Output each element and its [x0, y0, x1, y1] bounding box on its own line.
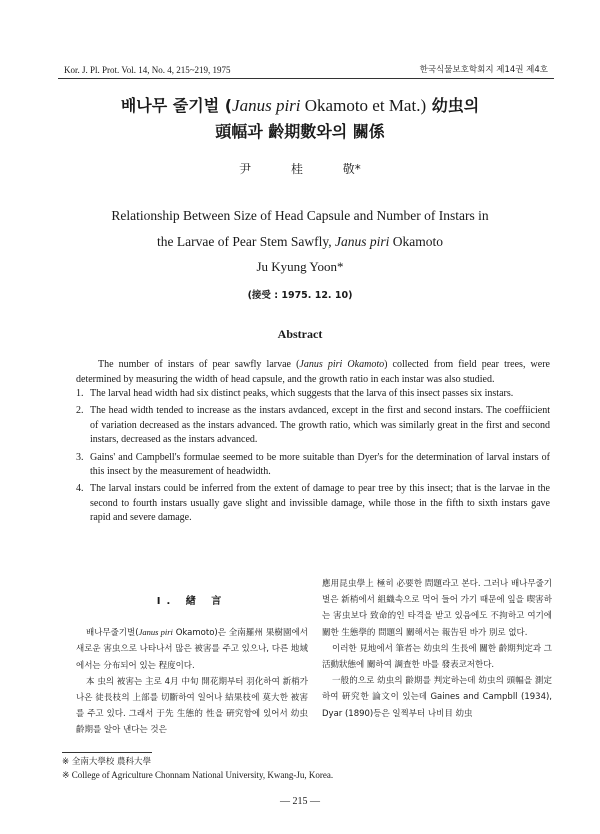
species-name: Janus piri [232, 96, 301, 115]
journal-citation: Kor. J. Pl. Prot. Vol. 14, No. 4, 215~219, 1975 [64, 65, 231, 75]
body-paragraph: 一般的으로 幼虫의 齡期를 判定하는데 幼虫의 頭幅을 測定하여 硏究한 論文이 있는데 Gaines and Campbll (1934), Dyar (1890)등은 일찍부터 나비目 幼虫 [322, 676, 552, 719]
korean-title-line-1: 배나무 줄기벌 (Janus piri Okamoto et Mat.) 幼虫의 [120, 96, 480, 115]
species-name-english-title: Janus piri [334, 234, 390, 249]
abstract-intro: The number of instars of pear sawfly larvae (Janus piri Okamoto) collected from field pear trees, were determined by measuring the width of head capsule, and the growth ratio in each instar was also studied. [76, 359, 550, 385]
body-paragraph: 이러한 見地에서 筆者는 幼虫의 生長에 關한 齡期判定과 그活動狀態에 關하여 調査한 바를 發表코저한다. [322, 643, 552, 671]
body-column-right [322, 576, 552, 722]
running-head [58, 64, 554, 79]
english-title-line-1: Relationship Between Size of Head Capsule and Number of Instars in [111, 208, 489, 223]
abstract-item: 3. Gains' and Campbell's formulae seemed to be more suitable than Dyer's for the determination of larval instars of this insect by the measurement of headwidth. [76, 451, 550, 478]
abstract-item: 1. The larval head width had six distinct peaks, which suggests that the larva of this insect passes six instars. [76, 388, 514, 400]
abstract-findings-list [76, 387, 550, 526]
abstract-body [76, 358, 550, 529]
body-column-left [76, 590, 308, 739]
section-heading-introduction: I. 緖 言 [156, 596, 228, 607]
body-paragraph: 應用昆虫學上 極히 必要한 問題라고 본다. 그러나 배나무줄기벌은 新梢에서 組織속으로 먹어 들어 가기 때문에 잎을 喫害하는 害虫보다 致命的인 타격을 받고 있음에도 不拘하고 여기에 關한 生態學的 問題의 關해서는 報告된 바가 別로 없다. [322, 579, 552, 638]
body-paragraph: 배나무줄기벌(Janus piri Okamoto)은 全南羅州 果樹園에서 새로운 害虫으로 나타나서 많은 被害를 주고 있으나, 다른 地域에서는 分布되어 있는 程度이다. [76, 627, 308, 671]
abstract-item: 4. The larval instars could be inferred from the extent of damage to pear tree by this insect; that is the larvae in the second to fourth instars usually gave slight and invissible damage, while those in the fifth to sixth instars gave rapid and severe damage. [76, 483, 550, 524]
author-english: Ju Kyung Yoon* [256, 259, 344, 274]
abstract-item: 2. The head width tended to increase as the instars avdanced, except in the first and second instars. The coeffiicient of variation decreased as the instars advanced. The growth ratio, which was similarly great in the first and second instars, decreased as the instars advanced. [76, 405, 550, 446]
english-title-line-2: the Larvae of Pear Stem Sawfly, Janus piri Okamoto [157, 234, 443, 249]
footnote-affiliation-english: ※ College of Agriculture Chonnam National University, Kwang-Ju, Korea. [62, 770, 334, 780]
page-number: — 215 — [280, 796, 320, 807]
author-korean: 尹 桂 敬* [239, 162, 361, 176]
received-date: (接受 : 1975. 12. 10) [247, 290, 353, 301]
journal-name-korean: 한국식물보호학회지 제14권 제4호 [419, 65, 548, 75]
body-paragraph: 本 虫의 被害는 主로 4月 中旬 開花期부터 羽化하여 新梢가 나온 徒長枝의 上部를 切斷하여 일어나 結果枝에 莫大한 被害를 주고 있다. 그래서 于先 生態的 性을 硏究함에 있어서 幼虫 齡期를 알아 낸다는 것은 [76, 676, 308, 736]
footnote-affiliation-korean: ※ 全南大學校 農科大學 [62, 757, 152, 767]
footnote-divider [62, 752, 152, 753]
abstract-heading: Abstract [277, 327, 323, 341]
korean-title-line-2: 頭幅과 齡期數와의 關係 [215, 122, 385, 141]
